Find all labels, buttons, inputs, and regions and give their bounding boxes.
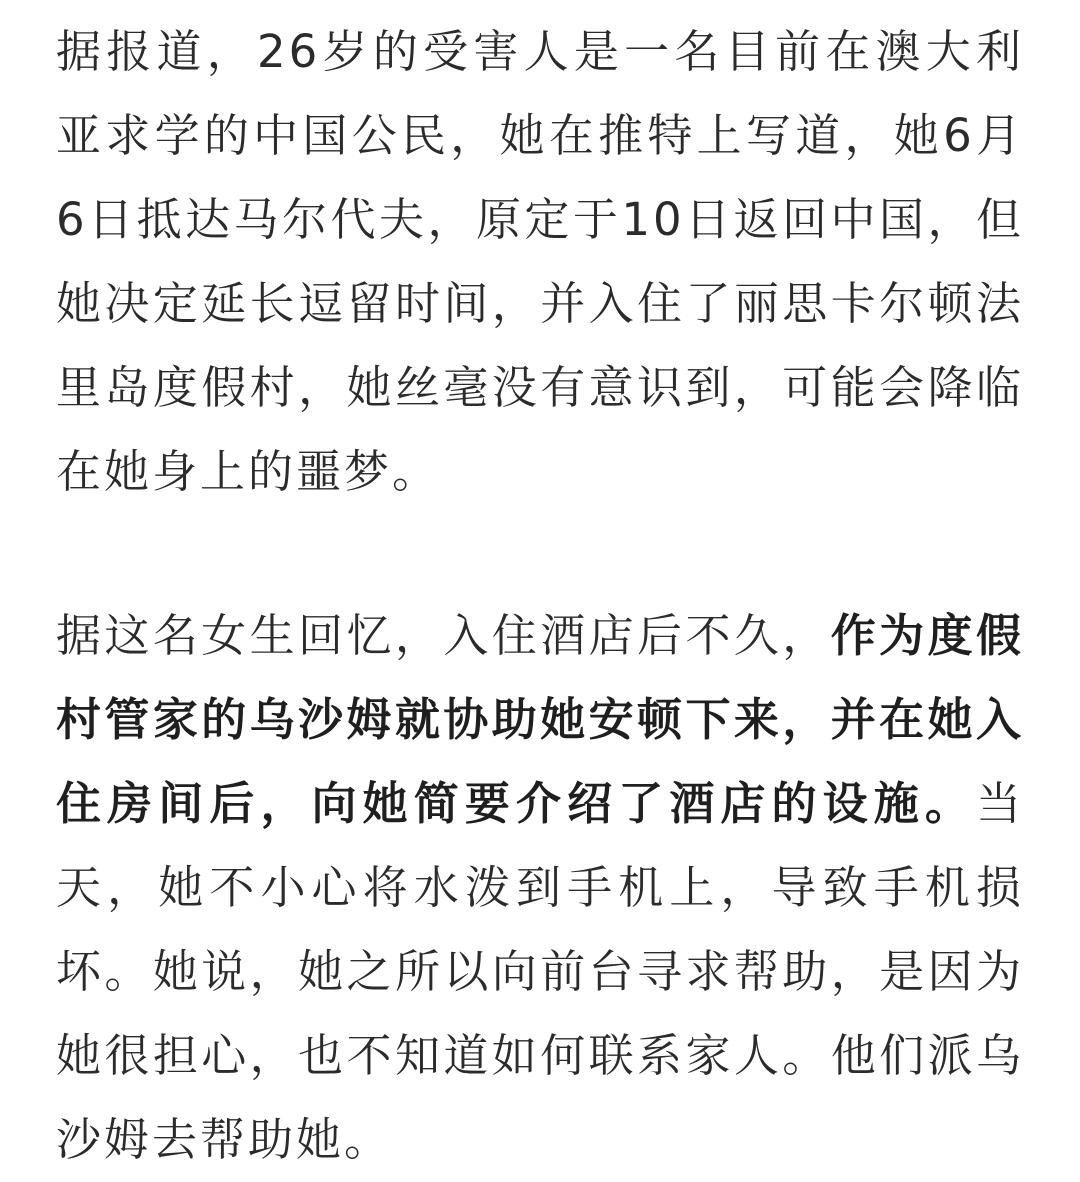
article-body bbox=[56, 10, 1024, 1182]
paragraph-hotel-account bbox=[56, 594, 1024, 1182]
paragraph-victim-background: 据报道，26岁的受害人是一名目前在澳大利亚求学的中国公民，她在推特上写道，她6月6日抵达马尔代夫，原定于10日返回中国，但她决定延长逗留时间，并入住了丽思卡尔顿法里岛度假村，她丝毫没有意识到，可能会降临在她身上的噩梦。 bbox=[56, 25, 1024, 498]
paragraph-rest-text: 当天，她不小心将水泼到手机上，导致手机损坏。她说，她之所以向前台寻求帮助，是因为她很担心，也不知道如何联系家人。他们派乌沙姆去帮助她。 bbox=[56, 777, 1024, 1166]
bold-emphasis-text: 作为度假村管家的乌沙姆就协助她安顿下来，并在她入住房间后，向她简要介绍了酒店的设施。 bbox=[56, 609, 1024, 830]
paragraph-lead-text: 据这名女生回忆，入住酒店后不久， bbox=[56, 609, 831, 662]
